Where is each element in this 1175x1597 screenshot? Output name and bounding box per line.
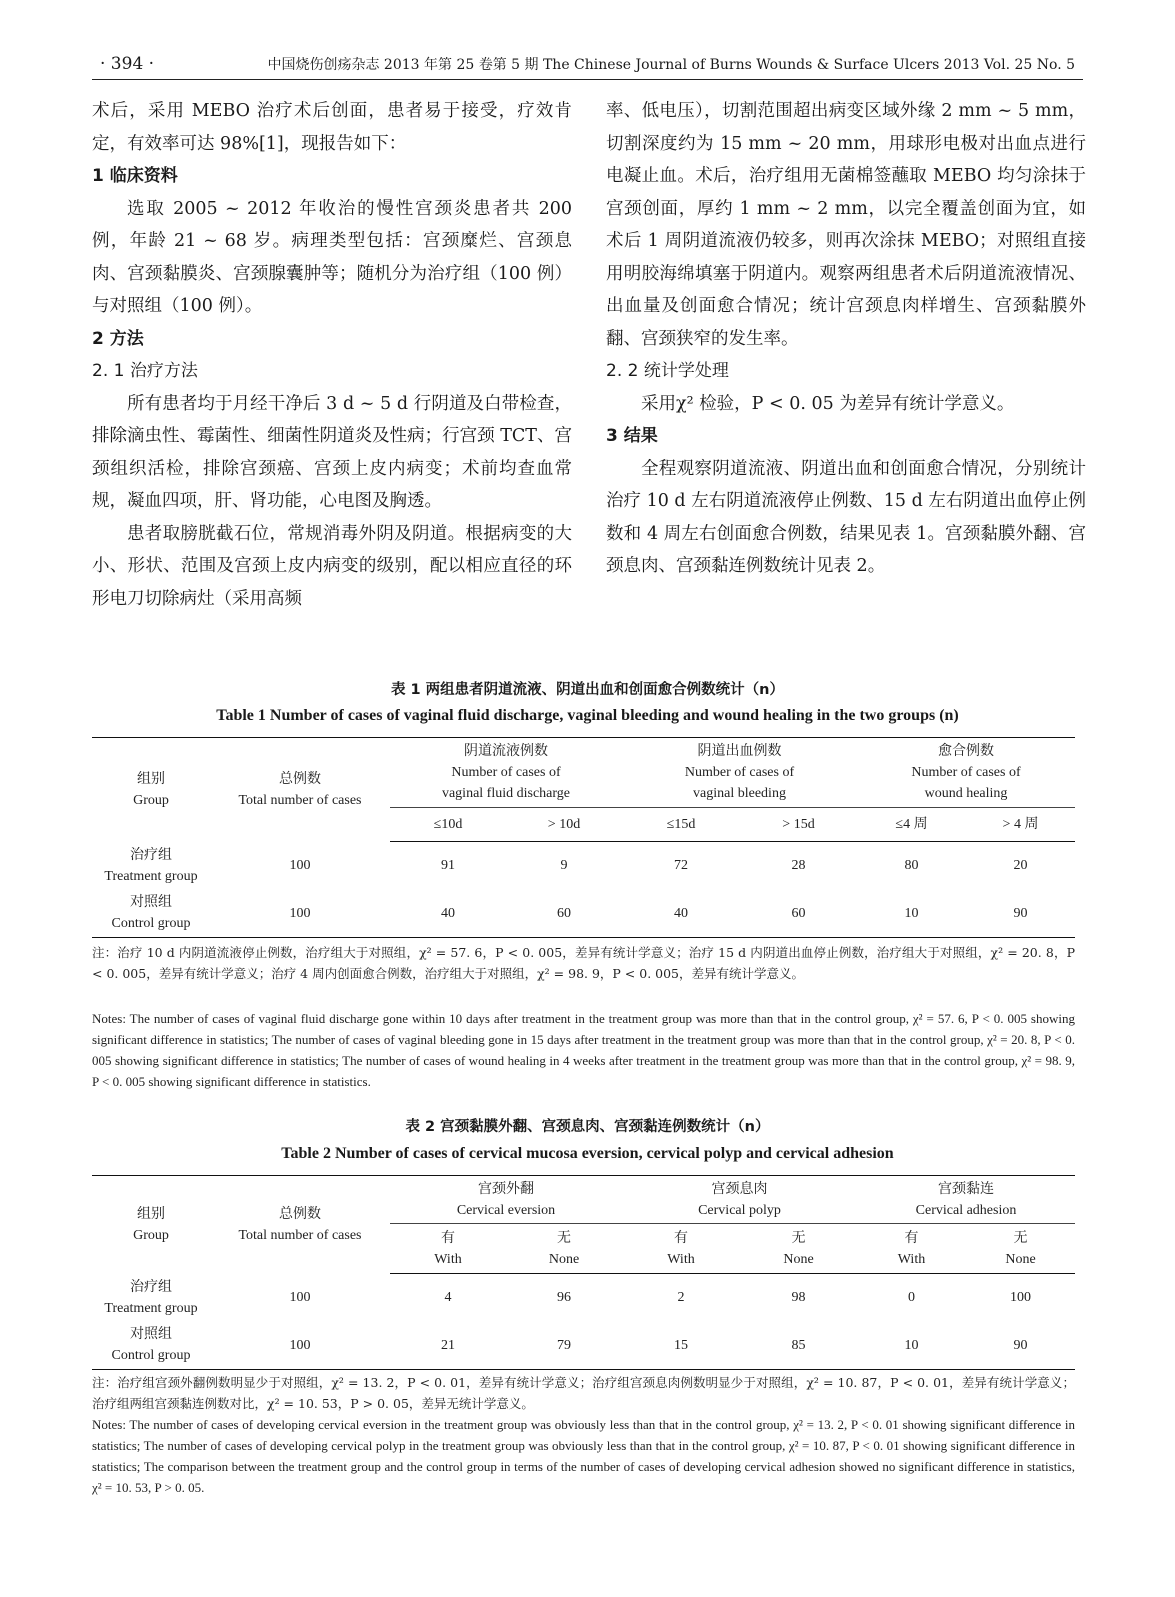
subheader: ≤10d	[390, 808, 506, 842]
paragraph: 全程观察阴道流液、阴道出血和创面愈合情况，分别统计治疗 10 d 左右阴道流液停止例数、15 d 左右阴道出血停止例数和 4 周左右创面愈合例数，结果见表 1。宫颈黏膜外翻、宫颈息肉、宫颈黏连例数统计见表 2。	[606, 458, 1086, 576]
paragraph: 率、低电压），切割范围超出病变区域外缘 2 mm ~ 5 mm，切割深度约为 15 mm ~ 20 mm，用球形电极对出血点进行电凝止血。术后，治疗组用无菌棉签蘸取 MEBO 均匀涂抹于宫颈创面，厚约 1 mm ~ 2 mm，以完全覆盖创面为宜，如术后 1 周阴道流液仍较多，则再次涂抹 MEBO；对照组直接用明胶海绵填塞于阴道内。观察两组患者术后阴道流液情况、出血量及创面愈合情况；统计宫颈息肉样增生、宫颈黏膜外翻、宫颈狭窄的发生率。	[606, 101, 1086, 349]
table1-caption-en: Table 1 Number of cases of vaginal fluid discharge, vaginal bleeding and wound healing in the two groups (n)	[216, 707, 959, 724]
table-row: 治疗组 Treatment group 100 4 96 2 98 0 100	[104, 1279, 1031, 1316]
table2-caption-en: Table 2 Number of cases of cervical mucosa eversion, cervical polyp and cervical adhesion	[281, 1145, 894, 1162]
paragraph: 患者取膀胱截石位，常规消毒外阴及阴道。根据病变的大小、形状、范围及宫颈上皮内病变的级别，配以相应直径的环形电刀切除病灶（采用高频	[92, 523, 572, 609]
table2-note-en: Notes: The number of cases of developing cervical eversion in the treatment group was obviously less than that in the control group, χ² = 13. 2, P < 0. 01 showing significant difference in statistics; The number of cases of developing cervical polyp in the treatment group was obviously less than that in the control group, χ² = 10. 87, P < 0. 01 showing significant difference in statistics; The comparison between the treatment group and the control group in terms of the number of cases of developing cervical adhesion showed no significant difference in statistics, χ² = 10. 53, P > 0. 05.	[92, 1417, 1075, 1495]
table-row: 对照组 Control group 100 21 79 15 85 10 90	[92, 1322, 1075, 1370]
subheader-with: 有 With	[857, 1224, 966, 1274]
col-total-header: 总例数 Total number of cases	[210, 738, 390, 842]
table1-note-en: Notes: The number of cases of vaginal fluid discharge gone within 10 days after treatment in the treatment group was more than that in the control group, χ² = 57. 6, P < 0. 005 showing significant difference in statistics; The number of cases of vaginal bleeding gone in 15 days after treatment in the treatment group was more than that in the control group, χ² = 20. 8, P < 0. 005 showing significant difference in statistics; The number of cases of wound healing in 4 weeks after treatment in the treatment group was more than that in the control group, χ² = 98. 9, P < 0. 005 showing significant difference in statistics.	[92, 1011, 1075, 1089]
col-group-header: 组别 Group	[92, 1176, 210, 1274]
col-fluid-header: 阴道流液例数 Number of cases of vaginal fluid discharge	[390, 738, 622, 808]
page-number: · 394 ·	[100, 54, 155, 74]
table-row: 治疗组 Treatment group 100 91 9 72 28 80 20	[104, 847, 1028, 884]
table-row: 对照组 Control group 100 40 60 40 60 10 90	[92, 890, 1075, 938]
table1	[92, 737, 1075, 938]
subheader-none: 无 None	[740, 1224, 857, 1274]
col-group-header: 组别 Group	[92, 738, 210, 842]
paragraph: 选取 2005 ~ 2012 年收治的慢性宫颈炎患者共 200 例，年龄 21 ~ 68 岁。病理类型包括：宫颈糜烂、宫颈息肉、宫颈黏膜炎、宫颈腺囊肿等；随机分为治疗组（100 例）与对照组（100 例）。	[92, 198, 572, 316]
subheader-with: 有 With	[622, 1224, 740, 1274]
subheader: > 10d	[506, 808, 622, 842]
col-total-header: 总例数 Total number of cases	[210, 1176, 390, 1274]
subheader: > 4 周	[966, 808, 1075, 842]
subheader-none: 无 None	[966, 1224, 1075, 1274]
subheader: ≤4 周	[857, 808, 966, 842]
section-heading: 2 方法	[92, 328, 144, 349]
col-adhesion-header: 宫颈黏连 Cervical adhesion	[857, 1176, 1075, 1224]
subheader-with: 有 With	[390, 1224, 506, 1274]
col-bleeding-header: 阴道出血例数 Number of cases of vaginal bleeding	[622, 738, 857, 808]
col-eversion-header: 宫颈外翻 Cervical eversion	[390, 1176, 622, 1224]
left-column	[92, 95, 572, 615]
table1-caption-cn: 表 1 两组患者阴道流液、阴道出血和创面愈合例数统计（n）	[390, 682, 784, 698]
subheader-none: 无 None	[506, 1224, 622, 1274]
header-rule	[92, 79, 1083, 80]
subsection-heading: 2. 1 治疗方法	[92, 361, 198, 381]
subheader: ≤15d	[622, 808, 740, 842]
table2	[92, 1175, 1075, 1370]
subsection-heading: 2. 2 统计学处理	[606, 361, 729, 381]
section-heading: 1 临床资料	[92, 166, 178, 186]
table2-caption-cn: 表 2 宫颈黏膜外翻、宫颈息肉、宫颈黏连例数统计（n）	[405, 1119, 770, 1135]
journal-header: 中国烧伤创疡杂志 2013 年第 25 卷第 5 期 The Chinese Journal of Burns Wounds & Surface Ulcers 2013 Vol. 25 No. 5	[267, 57, 1075, 73]
paragraph: 所有患者均于月经干净后 3 d ~ 5 d 行阴道及白带检查，排除滴虫性、霉菌性、细菌性阴道炎及性病；行宫颈 TCT、宫颈组织活检，排除宫颈癌、宫颈上皮内病变；术前均查血常规，凝血四项，肝、肾功能，心电图及胸透。	[92, 393, 572, 511]
col-healing-header: 愈合例数 Number of cases of wound healing	[857, 738, 1075, 808]
subheader: > 15d	[740, 808, 857, 842]
col-polyp-header: 宫颈息肉 Cervical polyp	[622, 1176, 857, 1224]
paragraph: 术后，采用 MEBO 治疗术后创面，患者易于接受，疗效肯定，有效率可达 98%[1]，现报告如下：	[92, 101, 572, 154]
table1-note-cn: 注：治疗 10 d 内阴道流液停止例数，治疗组大于对照组，χ² = 57. 6，P < 0. 005，差异有统计学意义；治疗 15 d 内阴道出血停止例数，治疗组大于对照组，χ² = 20. 8，P < 0. 005，差异有统计学意义；治疗 4 周内创面愈合例数，治疗组大于对照组，χ² = 98. 9，P < 0. 005，差异有统计学意义。	[92, 945, 1075, 981]
paragraph: 采用χ² 检验，P < 0. 05 为差异有统计学意义。	[641, 393, 1015, 414]
table2-note-cn: 注：治疗组宫颈外翻例数明显少于对照组，χ² = 13. 2，P < 0. 01，差异有统计学意义；治疗组宫颈息肉例数明显少于对照组，χ² = 10. 87，P < 0. 01，差异有统计学意义；治疗组两组宫颈黏连例数对比，χ² = 10. 53，P > 0. 05，差异无统计学意义。	[92, 1375, 1075, 1411]
right-column	[606, 95, 1086, 583]
section-heading: 3 结果	[606, 426, 658, 446]
